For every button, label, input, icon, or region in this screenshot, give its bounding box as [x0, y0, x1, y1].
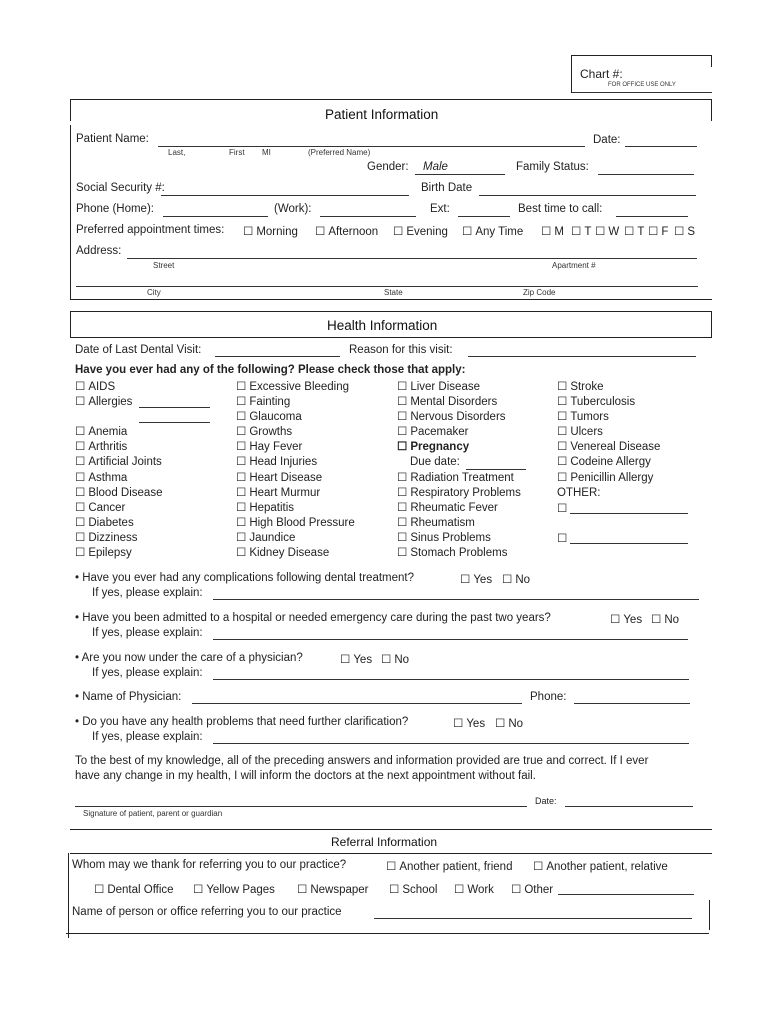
- condition-checkbox[interactable]: ☐ Heart Murmur: [236, 486, 355, 501]
- day-w-checkbox[interactable]: ☐ W: [595, 224, 619, 238]
- day-t-checkbox[interactable]: ☐ T: [571, 224, 591, 238]
- ext-label: Ext:: [430, 203, 450, 215]
- referral-work-checkbox[interactable]: ☐ Work: [454, 882, 494, 896]
- condition-checkbox[interactable]: ☐ Sinus Problems: [397, 531, 521, 546]
- conditions-column-2: [236, 380, 355, 561]
- referral-information-heading: Referral Information: [331, 835, 438, 849]
- q1-explain-field[interactable]: [213, 599, 699, 600]
- conditions-column-3: [397, 380, 521, 561]
- best-time-field[interactable]: [616, 216, 688, 217]
- condition-checkbox[interactable]: ☐ Epilepsy: [75, 546, 162, 561]
- day-s-checkbox[interactable]: ☐ S: [674, 224, 695, 238]
- question-complications: • Have you ever had any complications following dental treatment?: [75, 572, 415, 584]
- birth-date-label: Birth Date: [421, 182, 473, 194]
- conditions-column-4: [557, 380, 660, 501]
- family-status-label: Family Status:: [516, 161, 589, 173]
- condition-checkbox[interactable]: ☐ AIDS: [75, 380, 162, 395]
- gender-label: Gender:: [367, 161, 409, 173]
- condition-spacer: [75, 410, 162, 425]
- condition-checkbox[interactable]: ☐ Rheumatic Fever: [397, 501, 521, 516]
- referral-another-patient-friend-checkbox[interactable]: ☐ Another patient, friend: [386, 859, 512, 873]
- condition-checkbox[interactable]: ☐ Fainting: [236, 395, 355, 410]
- reason-for-visit-field[interactable]: [468, 356, 696, 357]
- other-checkbox-1[interactable]: [557, 501, 570, 515]
- other-label: OTHER:: [557, 486, 601, 499]
- q3-yes-checkbox[interactable]: ☐ Yes: [340, 652, 372, 666]
- condition-checkbox[interactable]: ☐ Hepatitis: [236, 501, 355, 516]
- condition-checkbox[interactable]: ☐ Penicillin Allergy: [557, 471, 660, 486]
- appt-anytime-checkbox[interactable]: ☐ Any Time: [462, 224, 523, 238]
- chart-number-label: Chart #:: [580, 67, 623, 81]
- due-date-label: Due date:: [410, 456, 460, 469]
- condition-checkbox[interactable]: ☐ Allergies: [75, 395, 162, 410]
- referral-newspaper-checkbox[interactable]: ☐ Newspaper: [297, 882, 368, 896]
- apartment-label: Apartment #: [552, 261, 596, 270]
- condition-checkbox[interactable]: ☐ Codeine Allergy: [557, 455, 660, 470]
- referrer-name-field[interactable]: [374, 918, 692, 919]
- q1-yes-checkbox[interactable]: ☐ Yes: [460, 572, 492, 586]
- city-state-zip-field[interactable]: [76, 286, 698, 287]
- state-label: State: [384, 288, 403, 297]
- physician-phone-label: Phone:: [530, 691, 567, 703]
- q5-explain-label: If yes, please explain:: [92, 731, 203, 743]
- other-checkbox-2[interactable]: [557, 531, 570, 545]
- q2-no-checkbox[interactable]: ☐ No: [651, 612, 679, 626]
- reason-for-visit-label: Reason for this visit:: [349, 344, 453, 356]
- condition-checkbox[interactable]: ☐ Ulcers: [557, 425, 660, 440]
- phone-home-field[interactable]: [163, 216, 268, 217]
- condition-checkbox[interactable]: ☐ Liver Disease: [397, 380, 521, 395]
- condition-checkbox[interactable]: ☐ Hay Fever: [236, 440, 355, 455]
- referral-dental-office-checkbox[interactable]: ☐ Dental Office: [94, 882, 174, 896]
- name-part-first: First: [229, 148, 245, 157]
- phone-work-label: (Work):: [274, 203, 312, 215]
- address-label: Address:: [76, 245, 122, 257]
- family-status-field[interactable]: [598, 174, 694, 175]
- condition-checkbox[interactable]: ☐ Respiratory Problems: [397, 486, 521, 501]
- patient-name-field[interactable]: [158, 146, 585, 147]
- name-part-mi: MI: [262, 148, 271, 157]
- condition-checkbox[interactable]: ☐ Mental Disorders: [397, 395, 521, 410]
- conditions-prompt: Have you ever had any of the following? Please check those that apply:: [75, 364, 466, 376]
- signature-label: Signature of patient, parent or guardian: [83, 809, 223, 818]
- best-time-label: Best time to call:: [518, 203, 603, 215]
- signature-date-label: Date:: [535, 796, 557, 806]
- q5-explain-field[interactable]: [213, 743, 689, 744]
- referral-other-field[interactable]: [558, 894, 694, 895]
- condition-checkbox[interactable]: ☐ Tumors: [557, 410, 660, 425]
- condition-checkbox[interactable]: ☐ Jaundice: [236, 531, 355, 546]
- q5-yes-checkbox[interactable]: ☐ Yes: [453, 716, 485, 730]
- condition-checkbox[interactable]: ☐ Asthma: [75, 471, 162, 486]
- phone-home-label: Phone (Home):: [76, 203, 154, 215]
- condition-checkbox[interactable]: ☐ Anemia: [75, 425, 162, 440]
- question-clarification: • Do you have any health problems that need further clarification?: [75, 716, 409, 728]
- condition-checkbox[interactable]: ☐ Head Injuries: [236, 455, 355, 470]
- ssn-field[interactable]: [161, 195, 409, 196]
- signature-date-field[interactable]: [565, 806, 693, 807]
- gender-value[interactable]: Male: [423, 161, 448, 173]
- condition-checkbox[interactable]: ☐ Pregnancy: [397, 440, 521, 455]
- allergies-field-2[interactable]: [139, 422, 210, 423]
- chart-office-use-label: FOR OFFICE USE ONLY: [608, 82, 676, 88]
- day-m-checkbox[interactable]: ☐ M: [541, 224, 564, 238]
- condition-checkbox[interactable]: ☐ Dizziness: [75, 531, 162, 546]
- birth-date-field[interactable]: [479, 195, 696, 196]
- condition-checkbox[interactable]: ☐ Tuberculosis: [557, 395, 660, 410]
- appt-evening-checkbox[interactable]: ☐ Evening: [393, 224, 448, 238]
- condition-checkbox[interactable]: ☐ Rheumatism: [397, 516, 521, 531]
- city-label: City: [147, 288, 161, 297]
- q2-explain-field[interactable]: [213, 639, 688, 640]
- condition-checkbox[interactable]: ☐ Growths: [236, 425, 355, 440]
- other-field-1[interactable]: [570, 513, 688, 514]
- zip-label: Zip Code: [523, 288, 556, 297]
- q2-yes-checkbox[interactable]: ☐ Yes: [610, 612, 642, 626]
- condition-checkbox[interactable]: ☐ Nervous Disorders: [397, 410, 521, 425]
- physician-phone-field[interactable]: [574, 703, 690, 704]
- condition-checkbox[interactable]: ☐ Heart Disease: [236, 471, 355, 486]
- condition-checkbox[interactable]: ☐ Diabetes: [75, 516, 162, 531]
- condition-checkbox[interactable]: ☐ High Blood Pressure: [236, 516, 355, 531]
- gender-field[interactable]: [415, 174, 505, 175]
- statement-line-1: To the best of my knowledge, all of the preceding answers and information provided are true and correct. If I ever: [75, 755, 649, 767]
- q2-explain-label: If yes, please explain:: [92, 627, 203, 639]
- street-label: Street: [153, 261, 175, 270]
- condition-checkbox[interactable]: ☐ Stroke: [557, 380, 660, 395]
- q3-explain-field[interactable]: [213, 679, 689, 680]
- statement-line-2: have any change in my health, I will inform the doctors at the next appointment without fail.: [75, 770, 536, 782]
- condition-checkbox[interactable]: ☐ Glaucoma: [236, 410, 355, 425]
- patient-information-heading: Patient Information: [325, 107, 439, 122]
- condition-checkbox[interactable]: ☐ Venereal Disease: [557, 440, 660, 455]
- name-part-last: Last,: [168, 148, 186, 157]
- health-information-heading: Health Information: [327, 318, 438, 333]
- appt-morning-checkbox[interactable]: ☐ Morning: [243, 224, 298, 238]
- condition-checkbox[interactable]: ☐ Stomach Problems: [397, 546, 521, 561]
- last-dental-visit-label: Date of Last Dental Visit:: [75, 344, 202, 356]
- q3-explain-label: If yes, please explain:: [92, 667, 203, 679]
- chart-number-field[interactable]: [572, 92, 712, 93]
- referral-other-checkbox[interactable]: ☐ Other: [511, 882, 553, 896]
- condition-checkbox[interactable]: ☐ Arthritis: [75, 440, 162, 455]
- condition-checkbox[interactable]: ☐ Radiation Treatment: [397, 471, 521, 486]
- condition-checkbox[interactable]: ☐ Excessive Bleeding: [236, 380, 355, 395]
- referral-school-checkbox[interactable]: ☐ School: [389, 882, 437, 896]
- condition-checkbox[interactable]: ☐ Artificial Joints: [75, 455, 162, 470]
- appointment-times-label: Preferred appointment times:: [76, 224, 225, 236]
- date-label: Date:: [593, 134, 621, 146]
- q5-no-checkbox[interactable]: ☐ No: [495, 716, 523, 730]
- signature-field[interactable]: [75, 806, 527, 807]
- patient-name-label: Patient Name:: [76, 133, 149, 145]
- referral-question: Whom may we thank for referring you to our practice?: [72, 859, 347, 871]
- physician-name-field[interactable]: [192, 703, 522, 704]
- question-hospital: • Have you been admitted to a hospital or needed emergency care during the past two years?: [75, 612, 551, 624]
- allergies-field[interactable]: [139, 407, 210, 408]
- phone-work-field[interactable]: [320, 216, 416, 217]
- ssn-label: Social Security #:: [76, 182, 165, 194]
- referral-another-patient-relative-checkbox[interactable]: ☐ Another patient, relative: [533, 859, 668, 873]
- q3-no-checkbox[interactable]: ☐ No: [381, 652, 409, 666]
- day-t2-checkbox[interactable]: ☐ T: [624, 224, 644, 238]
- last-dental-visit-field[interactable]: [215, 356, 340, 357]
- q1-no-checkbox[interactable]: ☐ No: [502, 572, 530, 586]
- day-f-checkbox[interactable]: ☐ F: [648, 224, 668, 238]
- question-physician-care: • Are you now under the care of a physician?: [75, 652, 303, 664]
- other-field-2[interactable]: [570, 543, 688, 544]
- referral-yellow-pages-checkbox[interactable]: ☐ Yellow Pages: [193, 882, 275, 896]
- physician-name-label: • Name of Physician:: [75, 691, 182, 703]
- ext-field[interactable]: [458, 216, 510, 217]
- appt-afternoon-checkbox[interactable]: ☐ Afternoon: [315, 224, 378, 238]
- street-field[interactable]: [127, 258, 697, 259]
- name-part-preferred: (Preferred Name): [308, 148, 371, 157]
- condition-checkbox[interactable]: ☐ Kidney Disease: [236, 546, 355, 561]
- q1-explain-label: If yes, please explain:: [92, 587, 203, 599]
- condition-checkbox[interactable]: ☐ Pacemaker: [397, 425, 521, 440]
- condition-checkbox[interactable]: ☐ Cancer: [75, 501, 162, 516]
- condition-checkbox[interactable]: ☐ Blood Disease: [75, 486, 162, 501]
- date-field[interactable]: [625, 146, 697, 147]
- referrer-name-label: Name of person or office referring you to our practice: [72, 906, 342, 918]
- due-date-field[interactable]: [466, 469, 526, 470]
